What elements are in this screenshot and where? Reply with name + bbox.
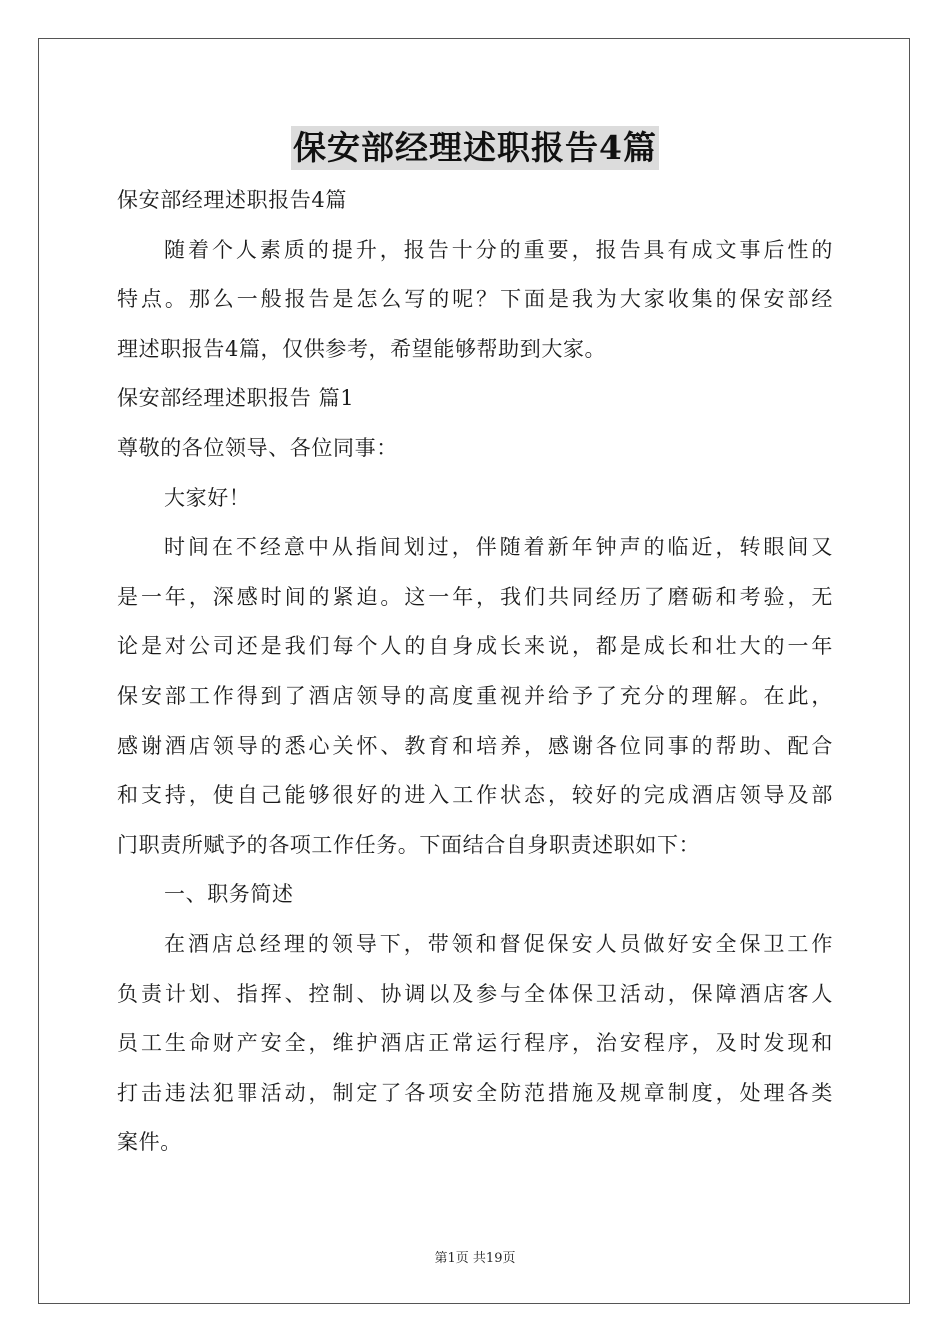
text-line: 在酒店总经理的领导下，带领和督促保安人员做好安全保卫工作	[164, 931, 833, 956]
text-line: 案件。	[117, 1130, 182, 1155]
text-line: 特点。那么一般报告是怎么写的呢？下面是我为大家收集的保安部经	[117, 287, 833, 312]
text-line: 员工生命财产安全，维护酒店正常运行程序，治安程序，及时发现和	[117, 1031, 833, 1056]
text-line: 和支持，使自己能够很好的进入工作状态，较好的完成酒店领导及部	[117, 783, 833, 808]
text-line: 理述职报告4篇，仅供参考，希望能够帮助到大家。	[117, 336, 607, 361]
title-container	[0, 126, 950, 170]
text-line: 保安部经理述职报告4篇	[117, 188, 347, 212]
text-line: 保安部经理述职报告 篇1	[117, 386, 355, 411]
text-line: 随着个人素质的提升，报告十分的重要，报告具有成文事后性的	[164, 237, 833, 262]
text-line: 时间在不经意中从指间划过，伴随着新年钟声的临近，转眼间又	[164, 535, 833, 560]
text-line: 打击违法犯罪活动，制定了各项安全防范措施及规章制度，处理各类	[117, 1080, 833, 1105]
text-line: 大家好！	[164, 485, 251, 510]
text-line: 门职责所赋予的各项工作任务。下面结合自身职责述职如下：	[117, 832, 701, 857]
text-line: 保安部工作得到了酒店领导的高度重视并给予了充分的理解。在此，	[117, 683, 833, 708]
document-body	[117, 176, 833, 1168]
document-title: 保安部经理述职报告4篇	[291, 126, 659, 170]
text-line: 感谢酒店领导的悉心关怀、教育和培养，感谢各位同事的帮助、配合	[117, 733, 833, 758]
text-line: 尊敬的各位领导、各位同事：	[117, 435, 398, 460]
text-line: 负责计划、指挥、控制、协调以及参与全体保卫活动，保障酒店客人	[117, 981, 833, 1006]
text-line: 一、职务简述	[164, 882, 294, 907]
text-line: 是一年，深感时间的紧迫。这一年，我们共同经历了磨砺和考验，无	[117, 584, 833, 609]
text-line: 论是对公司还是我们每个人的自身成长来说，都是成长和壮大的一年	[117, 634, 833, 659]
page-footer: 第1页 共19页	[434, 1251, 516, 1266]
